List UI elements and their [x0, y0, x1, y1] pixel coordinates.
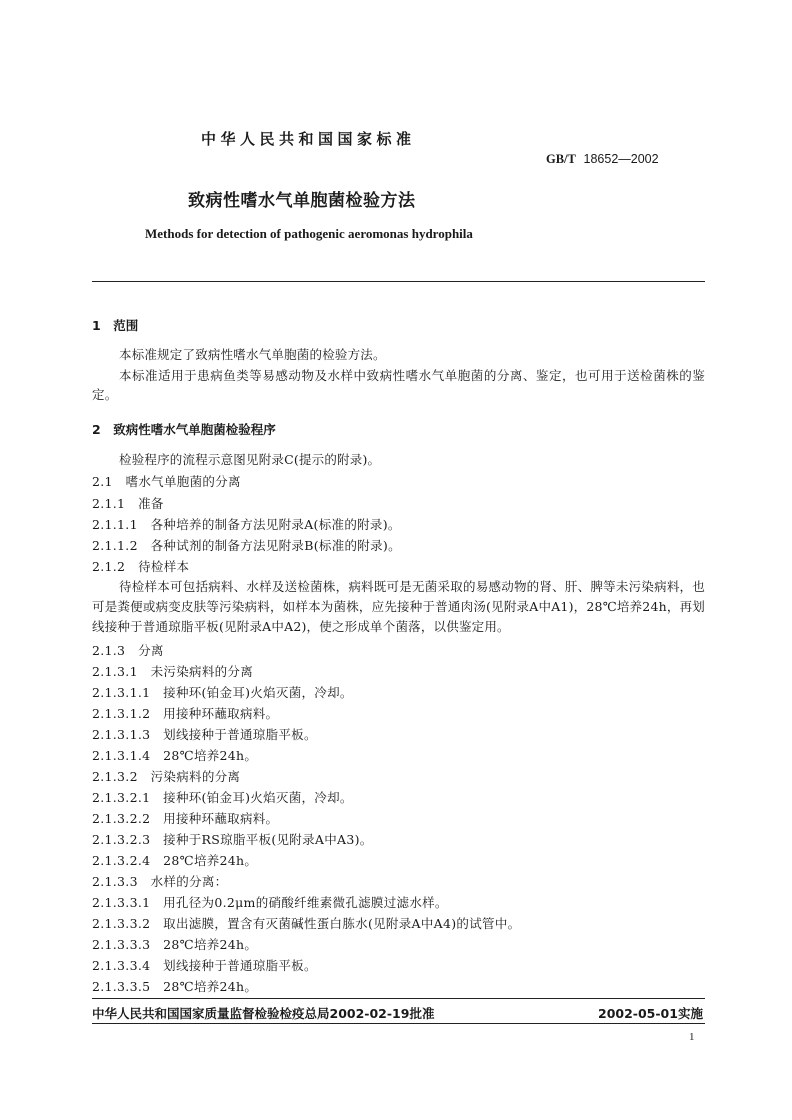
approval-statement: 中华人民共和国国家质量监督检验检疫总局2002-02-19批准: [92, 1006, 435, 1021]
clause-2-1-3-3-5: 2.1.3.3.5 28℃培养24h。: [92, 979, 258, 994]
clause-2-1-3-2-1: 2.1.3.2.1 接种环(铂金耳)火焰灭菌，冷却。: [92, 790, 353, 805]
document-title-cn: 致病性嗜水气单胞菌检验方法: [188, 191, 416, 211]
page-number: 1: [689, 1031, 695, 1043]
standard-number: [546, 152, 659, 167]
effective-date: 2002-05-01实施: [598, 1006, 703, 1021]
footer-bottom-divider: [92, 1023, 705, 1024]
header-divider: [92, 281, 705, 282]
clause-2-1: 2.1 嗜水气单胞菌的分离: [92, 474, 241, 489]
clause-2-1-3-3-1: 2.1.3.3.1 用孔径为0.2μm的硝酸纤维素微孔滤膜过滤水样。: [92, 895, 448, 910]
clause-2-1-3-3-3: 2.1.3.3.3 28℃培养24h。: [92, 937, 258, 952]
clause-2-1-3-2-4: 2.1.3.2.4 28℃培养24h。: [92, 853, 258, 868]
clause-2-1-1-2: 2.1.1.2 各种试剂的制备方法见附录B(标准的附录)。: [92, 538, 401, 553]
clause-2-1-3-2: 2.1.3.2 污染病料的分离: [92, 769, 241, 784]
clause-2-1-2-paragraph: 待检样本可包括病料、水样及送检菌株，病料既可是无菌采取的易感动物的肾、肝、脾等未污染病料，也可是粪便或病变皮肤等污染病料，如样本为菌株，应先接种于普通肉汤(见附录A中A1)，28℃培养24h，再划线接种于普通琼脂平板(见附录A中A2)，使之形成单个菌落，以供鉴定用。: [92, 579, 705, 634]
standard-code: 18652—2002: [583, 152, 659, 166]
clause-2-1-3-1: 2.1.3.1 未污染病料的分离: [92, 664, 254, 679]
clause-2-1-1: 2.1.1 准备: [92, 496, 164, 511]
clause-2-1-3-1-3: 2.1.3.1.3 划线接种于普通琼脂平板。: [92, 727, 317, 742]
footer-divider: [92, 998, 705, 999]
section-heading-procedure: 2 致病性嗜水气单胞菌检验程序: [92, 422, 276, 437]
scope-paragraph-1: 本标准规定了致病性嗜水气单胞菌的检验方法。: [119, 347, 386, 362]
clause-2-1-3-2-2: 2.1.3.2.2 用接种环蘸取病料。: [92, 811, 279, 826]
document-title-en: Methods for detection of pathogenic aeromonas hydrophila: [145, 226, 473, 241]
clause-2-1-3-1-1: 2.1.3.1.1 接种环(铂金耳)火焰灭菌，冷却。: [92, 685, 353, 700]
scope-paragraph-2: 本标准适用于患病鱼类等易感动物及水样中致病性嗜水气单胞菌的分离、鉴定，也可用于送检菌株的鉴定。: [92, 368, 705, 402]
clause-2-1-3-3-4: 2.1.3.3.4 划线接种于普通琼脂平板。: [92, 958, 317, 973]
clause-2-1-2: 2.1.2 待检样本: [92, 559, 190, 574]
clause-2-1-3-2-3: 2.1.3.2.3 接种于RS琼脂平板(见附录A中A3)。: [92, 832, 373, 847]
procedure-paragraph: 检验程序的流程示意图见附录C(提示的附录)。: [119, 452, 381, 467]
clause-2-1-3: 2.1.3 分离: [92, 643, 164, 658]
clause-2-1-3-3: 2.1.3.3 水样的分离：: [92, 874, 228, 889]
clause-2-1-3-3-2: 2.1.3.3.2 取出滤膜，置含有灭菌碱性蛋白胨水(见附录A中A4)的试管中。: [92, 916, 521, 931]
section-heading-scope: 1 范围: [92, 318, 139, 333]
standard-category-title: 中华人民共和国国家标准: [201, 130, 416, 148]
standard-prefix: GB/T: [546, 152, 576, 166]
clause-2-1-3-1-2: 2.1.3.1.2 用接种环蘸取病料。: [92, 706, 279, 721]
clause-2-1-1-1: 2.1.1.1 各种培养的制备方法见附录A(标准的附录)。: [92, 517, 401, 532]
clause-2-1-3-1-4: 2.1.3.1.4 28℃培养24h。: [92, 748, 258, 763]
